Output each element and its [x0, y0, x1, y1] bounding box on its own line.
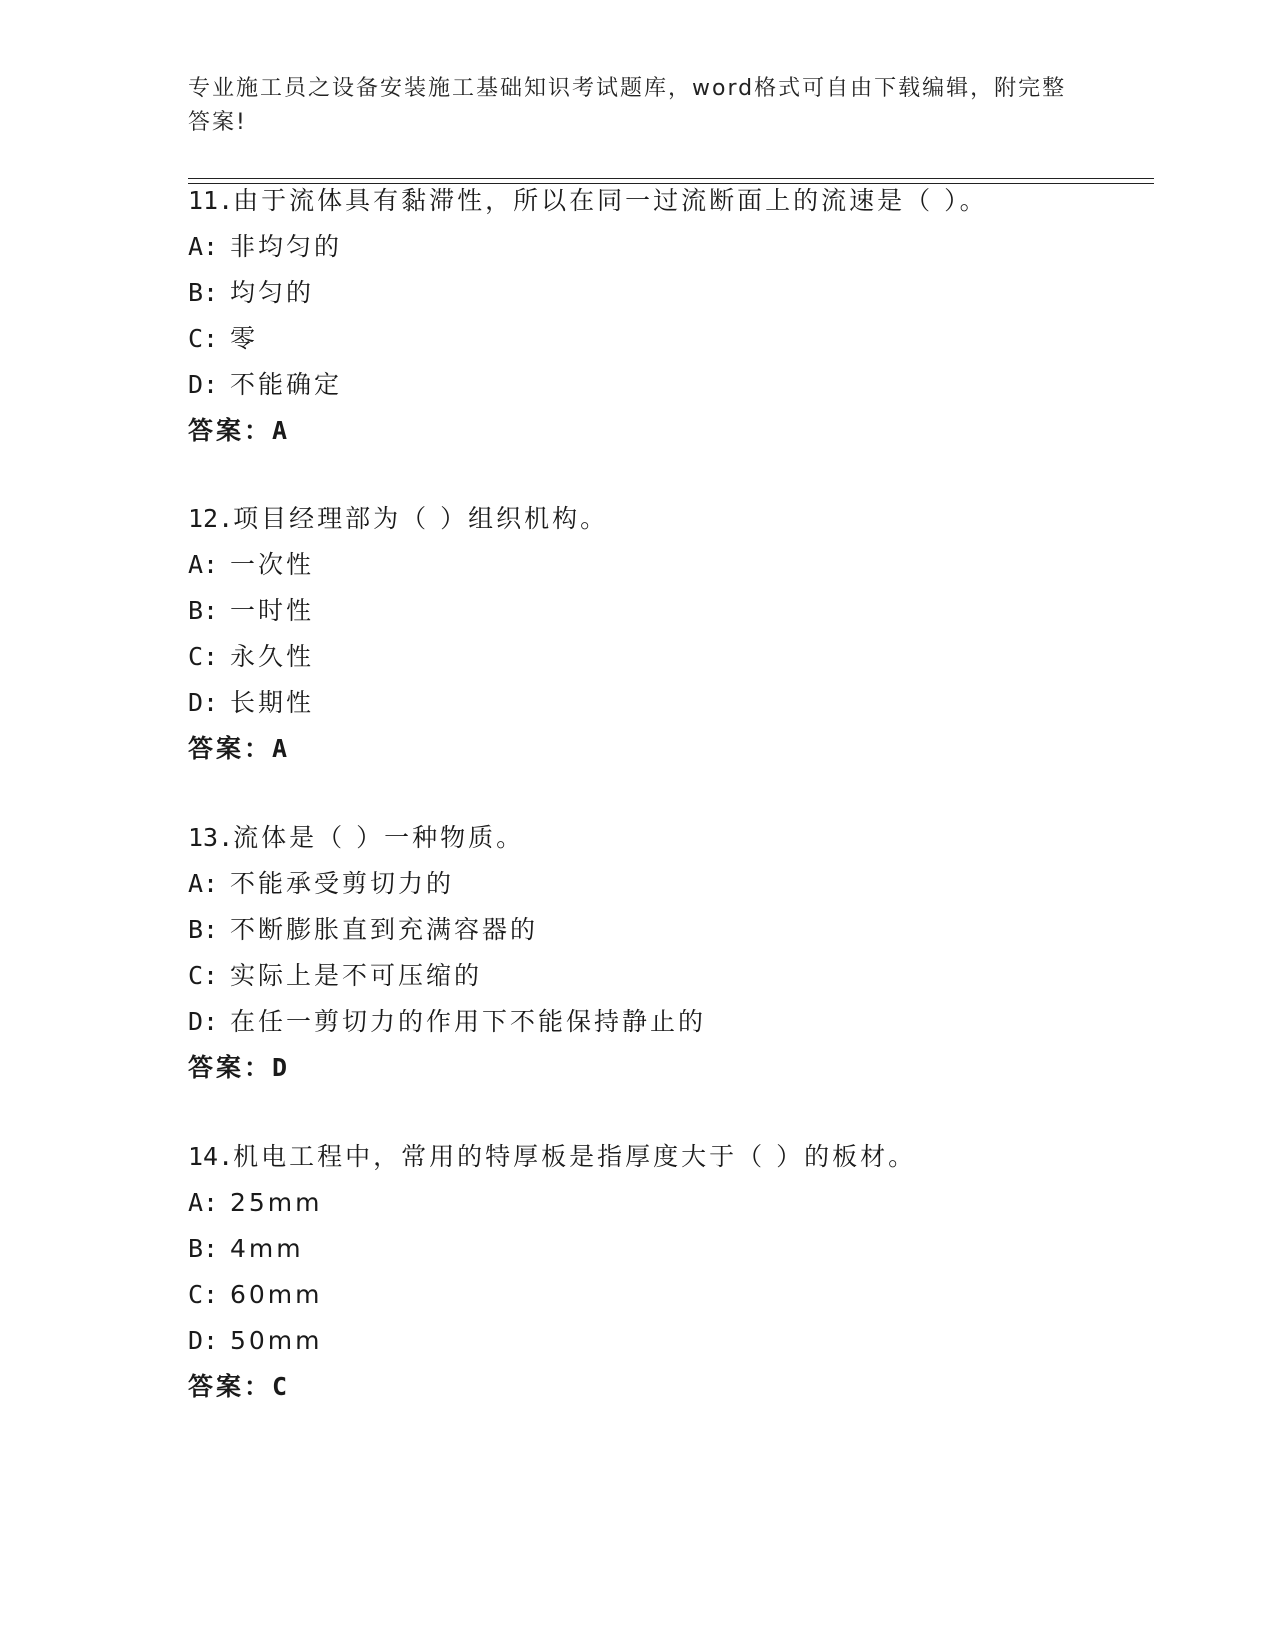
option-text: 25mm — [230, 1188, 323, 1217]
option-text: 实际上是不可压缩的 — [230, 961, 483, 990]
question-stem — [188, 496, 1148, 542]
option-b — [188, 588, 1148, 634]
question-text: 流体是（ ）一种物质。 — [233, 823, 525, 852]
option-key: B: — [188, 278, 219, 307]
option-text: 不断膨胀直到充满容器的 — [230, 915, 539, 944]
option-text: 不能承受剪切力的 — [230, 869, 455, 898]
answer-label: 答案： — [188, 1053, 273, 1082]
answer-label: 答案： — [188, 734, 273, 763]
option-d — [188, 680, 1148, 726]
option-d — [188, 1318, 1148, 1364]
option-key: C: — [188, 642, 219, 671]
question-number: 13. — [188, 823, 234, 852]
option-c — [188, 316, 1148, 362]
question-text: 项目经理部为（ ）组织机构。 — [233, 504, 609, 533]
option-b — [188, 270, 1148, 316]
option-text: 均匀的 — [230, 278, 315, 307]
question-12 — [188, 496, 1148, 772]
answer-line — [188, 408, 1148, 454]
option-key: B: — [188, 596, 219, 625]
question-text: 机电工程中，常用的特厚板是指厚度大于（ ）的板材。 — [233, 1142, 917, 1171]
option-key: C: — [188, 961, 219, 990]
option-a — [188, 542, 1148, 588]
option-key: D: — [188, 688, 219, 717]
option-a — [188, 861, 1148, 907]
option-key: D: — [188, 370, 219, 399]
option-key: A: — [188, 550, 219, 579]
option-a — [188, 1180, 1148, 1226]
option-text: 50mm — [230, 1326, 323, 1355]
answer-value: A — [272, 416, 288, 445]
answer-value: C — [272, 1372, 288, 1401]
answer-value: D — [272, 1053, 288, 1082]
option-text: 非均匀的 — [230, 232, 343, 261]
answer-line — [188, 1045, 1148, 1091]
option-d — [188, 999, 1148, 1045]
option-a — [188, 224, 1148, 270]
option-text: 在任一剪切力的作用下不能保持静止的 — [230, 1007, 707, 1036]
option-c — [188, 953, 1148, 999]
option-key: B: — [188, 915, 219, 944]
question-text: 由于流体具有黏滞性，所以在同一过流断面上的流速是（ ）。 — [233, 186, 988, 215]
answer-value: A — [272, 734, 288, 763]
option-key: A: — [188, 1188, 219, 1217]
question-number: 12. — [188, 504, 234, 533]
option-text: 长期性 — [230, 688, 315, 717]
question-number: 14. — [188, 1142, 234, 1171]
option-b — [188, 1226, 1148, 1272]
option-text: 永久性 — [230, 642, 315, 671]
answer-label: 答案： — [188, 1372, 273, 1401]
question-stem — [188, 178, 1148, 224]
option-key: B: — [188, 1234, 219, 1263]
option-text: 60mm — [230, 1280, 323, 1309]
option-key: C: — [188, 324, 219, 353]
option-key: A: — [188, 869, 219, 898]
document-header: 专业施工员之设备安装施工基础知识考试题库，word格式可自由下载编辑，附完整答案! — [188, 76, 1067, 135]
option-text: 4mm — [230, 1234, 304, 1263]
option-key: D: — [188, 1326, 219, 1355]
answer-line — [188, 1364, 1148, 1410]
answer-label: 答案： — [188, 416, 273, 445]
question-number: 11. — [188, 186, 234, 215]
option-c — [188, 1272, 1148, 1318]
question-14 — [188, 1134, 1148, 1410]
option-text: 一时性 — [230, 596, 315, 625]
question-stem — [188, 815, 1148, 861]
option-key: C: — [188, 1280, 219, 1309]
answer-line — [188, 726, 1148, 772]
option-text: 不能确定 — [230, 370, 343, 399]
option-c — [188, 634, 1148, 680]
option-text: 一次性 — [230, 550, 315, 579]
option-text: 零 — [230, 324, 259, 353]
option-key: A: — [188, 232, 219, 261]
option-b — [188, 907, 1148, 953]
question-13 — [188, 815, 1148, 1091]
question-11 — [188, 178, 1148, 454]
question-stem — [188, 1134, 1148, 1180]
option-d — [188, 362, 1148, 408]
option-key: D: — [188, 1007, 219, 1036]
